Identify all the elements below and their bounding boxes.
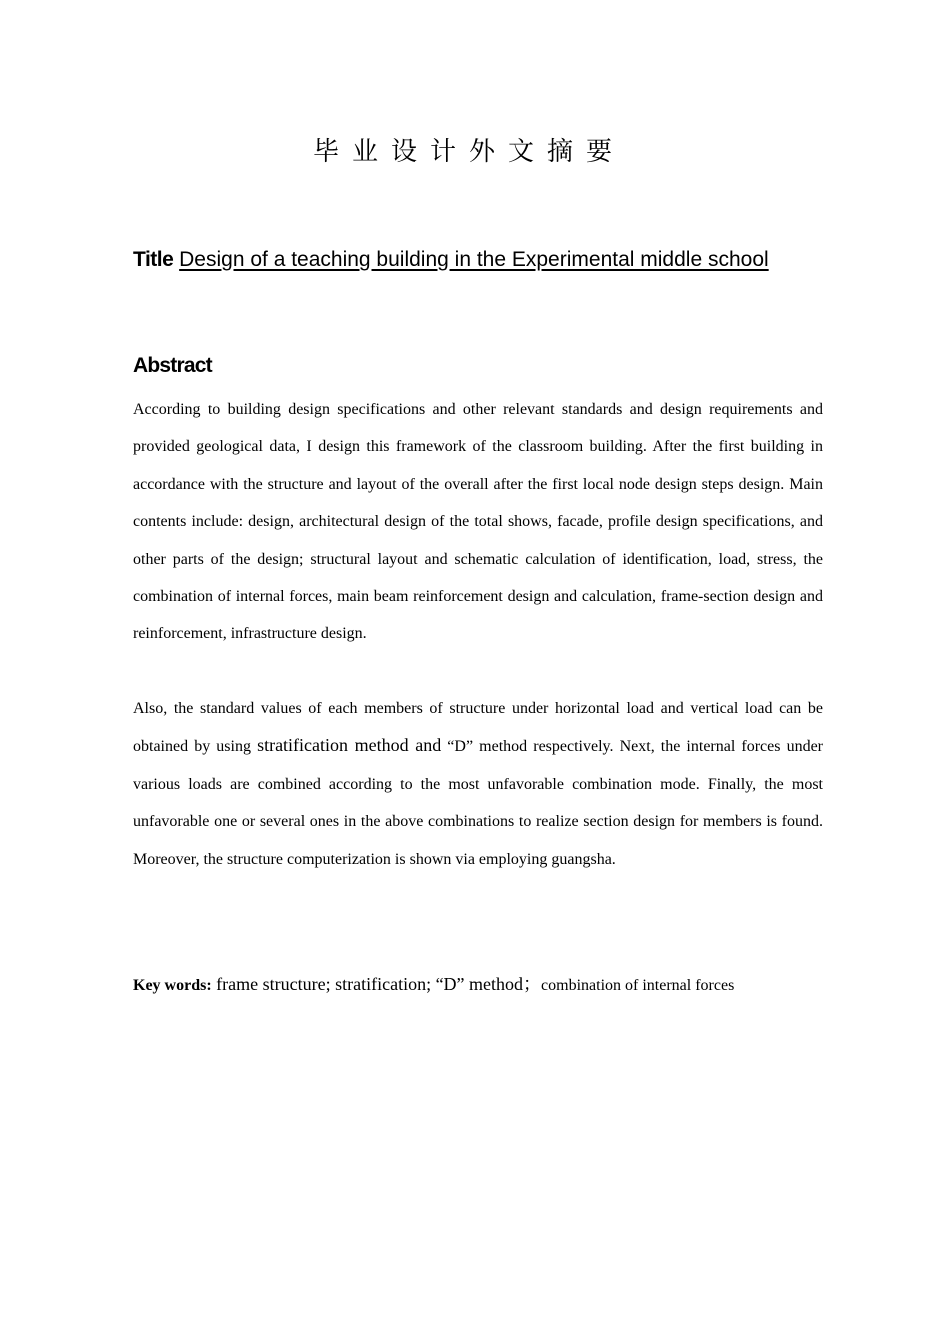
keywords-line [133,966,833,1004]
thesis-title-row [133,246,833,274]
keywords-part-1: frame structure; stratification; “D” method； [211,974,542,994]
keywords-label: Key words: [133,977,212,994]
abstract-paragraph-1: According to building design specifications and other relevant standards and design requirements and provided geological data, I design this framework of the classroom building. After the first building in accordance with the structure and layout of the overall after the first local node design steps design. Main contents include: design, architectural design of the total shows, facade, profile design specifications, and other parts of the design; structural layout and schematic calculation of identification, load, stress, the combination of internal forces, main beam reinforcement design and calculation, frame-section design and reinforcement, infrastructure design. [133,401,823,643]
thesis-title-text: Design of a teaching building in the Experimental middle school [179,248,769,271]
abstract-paragraph-2-part-1: Also, the standard values of each members of structure under horizontal load and vertical load can be obtained by using [133,700,823,756]
abstract-heading: Abstract [133,354,212,377]
abstract-paragraph-2-part-2: stratification method and [257,735,442,756]
thesis-title-label: Title [133,248,174,271]
abstract-paragraph-2-part-3: “D” method respectively. Next, the internal forces under various loads are combined according to the most unfavorable combination mode. Finally, the most unfavorable one or several ones in the above combinations to realize section design for members is found. Moreover, the structure computerization is shown via employing guangsha. [133,738,824,868]
abstract-paragraph-2 [133,690,823,878]
keywords-part-2: combination of internal forces [541,977,735,994]
page-title: 毕业设计外文摘要 [312,137,625,167]
